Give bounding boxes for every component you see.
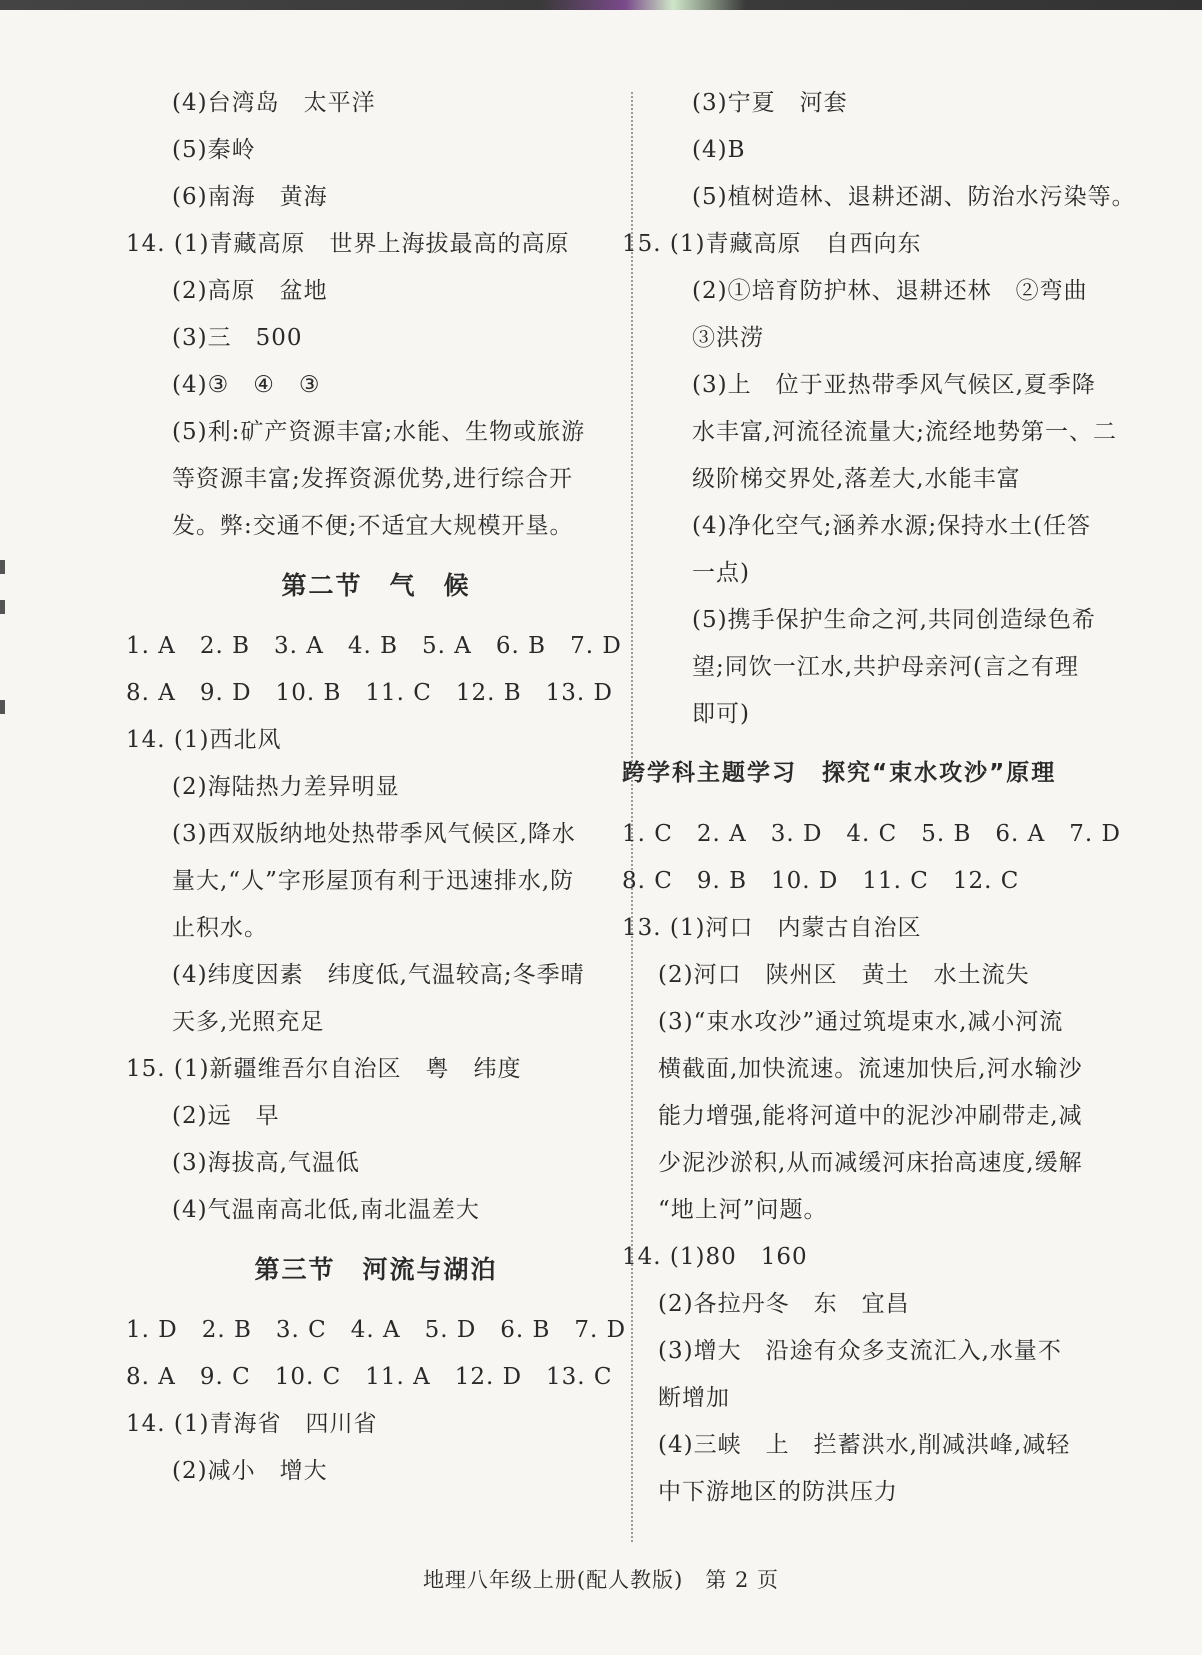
answer-line: 水丰富,河流径流量大;流经地势第一、二	[692, 419, 1118, 445]
answer-line: ③洪涝	[692, 325, 764, 351]
section-title: 跨学科主题学习 探究“束水攻沙”原理	[622, 760, 1057, 786]
answer-line: 能力增强,能将河道中的泥沙冲刷带走,减	[658, 1103, 1083, 1129]
answer-line: (2)河口 陕州区 黄土 水土流失	[658, 962, 1030, 988]
edge-mark	[0, 560, 5, 574]
answer-line: 即可)	[692, 701, 750, 727]
answer-line: (3)三 500	[172, 325, 303, 351]
answer-line: 14. (1)西北风	[126, 727, 282, 753]
answer-line: (5)携手保护生命之河,共同创造绿色希	[692, 607, 1096, 633]
answer-line: (2)各拉丹冬 东 宜昌	[658, 1291, 910, 1317]
answer-line: 望;同饮一江水,共护母亲河(言之有理	[692, 654, 1080, 680]
answer-line: 量大,“人”字形屋顶有利于迅速排水,防	[172, 868, 575, 894]
answer-line: 15. (1)青藏高原 自西向东	[622, 231, 922, 257]
answer-line: (2)海陆热力差异明显	[172, 774, 400, 800]
answer-line: 少泥沙淤积,从而减缓河床抬高速度,缓解	[658, 1150, 1083, 1176]
answer-line: (4)气温南高北低,南北温差大	[172, 1197, 480, 1223]
answer-line: (6)南海 黄海	[172, 184, 328, 210]
answer-line: 15. (1)新疆维吾尔自治区 粤 纬度	[126, 1056, 522, 1082]
answer-line: (5)利:矿产资源丰富;水能、生物或旅游	[172, 419, 586, 445]
answer-line: (5)植树造林、退耕还湖、防治水污染等。	[692, 184, 1136, 210]
answer-line: (3)宁夏 河套	[692, 90, 848, 116]
answer-line: 天多,光照充足	[172, 1009, 325, 1035]
answer-line: (5)秦岭	[172, 137, 256, 163]
answer-line: (3)西双版纳地处热带季风气候区,降水	[172, 821, 576, 847]
answer-line: 横截面,加快流速。流速加快后,河水输沙	[658, 1056, 1083, 1082]
top-scan-bar	[0, 0, 1202, 10]
answer-line: 14. (1)80 160	[622, 1244, 808, 1270]
answer-line: “地上河”问题。	[658, 1197, 828, 1223]
answer-line: (4)净化空气;涵养水源;保持水土(任答	[692, 513, 1092, 539]
answer-line: (4)B	[692, 137, 746, 163]
answer-line: (4)③ ④ ③	[172, 372, 321, 398]
right-column	[622, 80, 1140, 1516]
answer-line: (3)“束水攻沙”通过筑堤束水,减小河流	[658, 1009, 1064, 1035]
answer-line: 发。弊:交通不便;不适宜大规模开垦。	[172, 513, 574, 539]
answer-line: (4)纬度因素 纬度低,气温较高;冬季晴	[172, 962, 585, 988]
answer-line: 中下游地区的防洪压力	[658, 1479, 898, 1505]
answer-line: 1. D 2. B 3. C 4. A 5. D 6. B 7. D	[126, 1317, 627, 1343]
edge-mark	[0, 700, 5, 714]
answer-line: (4)三峡 上 拦蓄洪水,削减洪峰,减轻	[658, 1432, 1071, 1458]
answer-line: 断增加	[658, 1385, 730, 1411]
section-title: 第二节 气 候	[281, 571, 471, 600]
page-footer: 地理八年级上册(配人教版) 第 2 页	[422, 1568, 780, 1592]
section-title: 第三节 河流与湖泊	[254, 1255, 498, 1284]
answer-line: (3)上 位于亚热带季风气候区,夏季降	[692, 372, 1096, 398]
answer-line: (4)台湾岛 太平洋	[172, 90, 376, 116]
answer-line: 13. (1)河口 内蒙古自治区	[622, 915, 922, 941]
answer-line: 14. (1)青海省 四川省	[126, 1411, 378, 1437]
answer-line: 14. (1)青藏高原 世界上海拔最高的高原	[126, 231, 570, 257]
answer-line: 1. A 2. B 3. A 4. B 5. A 6. B 7. D	[126, 633, 622, 659]
left-column	[126, 80, 626, 1495]
answer-line: (2)减小 增大	[172, 1458, 328, 1484]
edge-mark	[0, 600, 5, 614]
answer-line: (2)①培育防护林、退耕还林 ②弯曲	[692, 278, 1088, 304]
answer-line: 8. C 9. B 10. D 11. C 12. C	[622, 868, 1020, 894]
answer-line: 一点)	[692, 560, 750, 586]
answer-line: 止积水。	[172, 915, 268, 941]
answer-line: (3)增大 沿途有众多支流汇入,水量不	[658, 1338, 1062, 1364]
answer-line: 1. C 2. A 3. D 4. C 5. B 6. A 7. D	[622, 821, 1121, 847]
answer-line: (3)海拔高,气温低	[172, 1150, 360, 1176]
answer-line: 等资源丰富;发挥资源优势,进行综合开	[172, 466, 574, 492]
answer-line: 级阶梯交界处,落差大,水能丰富	[692, 466, 1021, 492]
answer-line: (2)高原 盆地	[172, 278, 328, 304]
answer-line: 8. A 9. C 10. C 11. A 12. D 13. C	[126, 1364, 613, 1390]
answer-line: (2)远 早	[172, 1103, 280, 1129]
answer-line: 8. A 9. D 10. B 11. C 12. B 13. D	[126, 680, 613, 706]
